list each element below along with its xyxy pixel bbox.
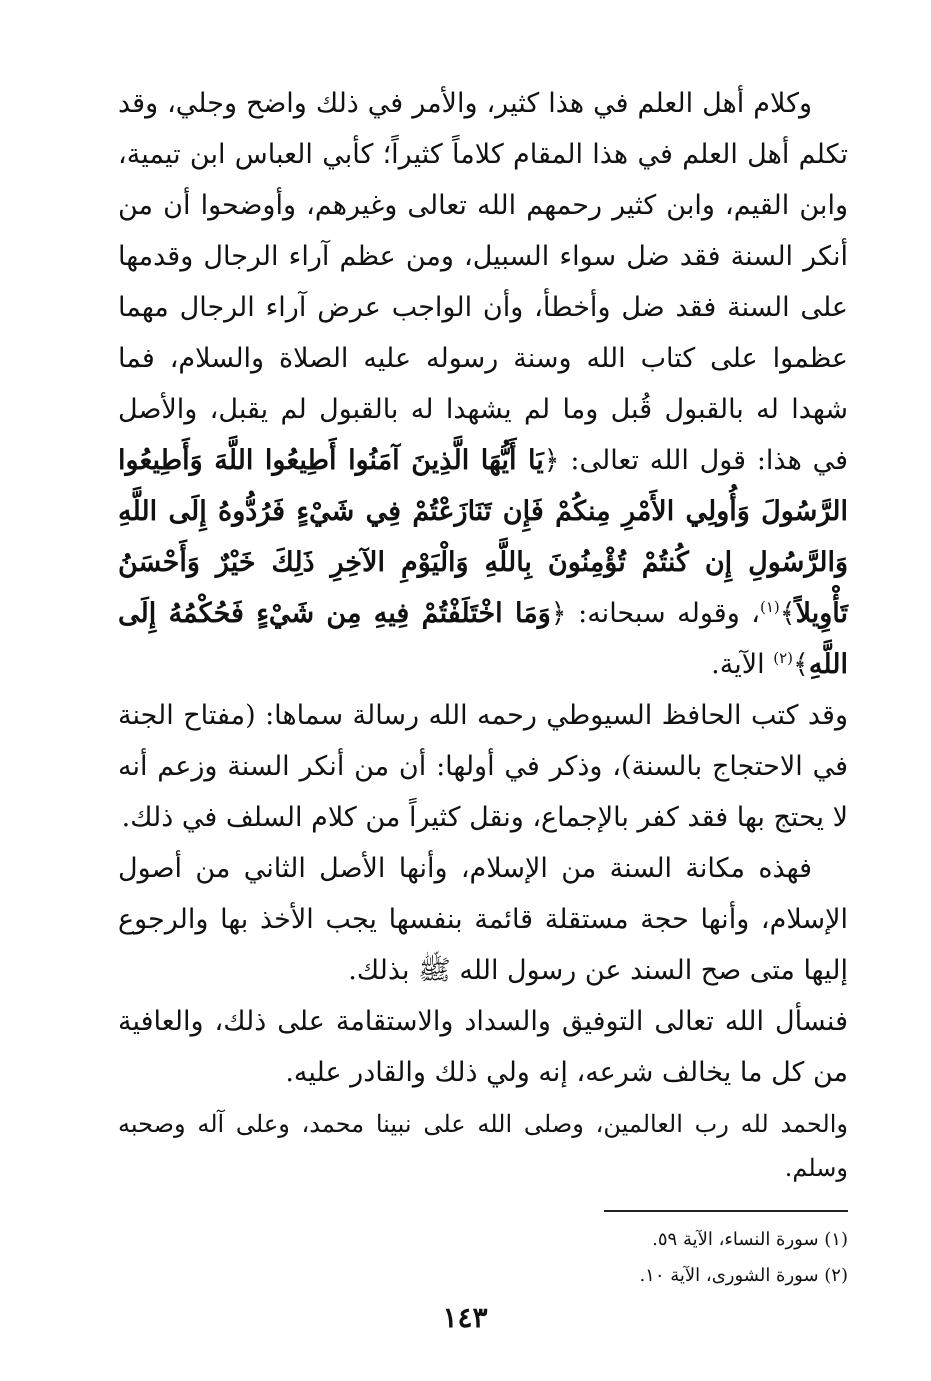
paragraph-text: وكلام أهل العلم في هذا كثير، والأمر في ذلك واضح وجلي، وقد تكلم أهل العلم في هذا المقام كلاماً كثيراً؛ كأبي العباس ابن تيمية، وابن القيم، وابن كثير رحمهم الله تعالى وغيرهم، وأوضحوا أن من أنكر السنة فقد ضل سواء السبيل، ومن عظم آراء الرجال وقدمها على السنة فقد ضل وأخطأ، وأن الواجب عرض آراء الرجال مهما عظموا على كتاب الله وسنة رسوله عليه الصلاة والسلام، فما شهدا له بالقبول قُبل وما لم يشهدا له بالقبول لم يقبل، والأصل في هذا: قول الله تعالى: <box>118 88 849 476</box>
footnote-separator <box>604 1210 848 1212</box>
quran-verse-text: يَا أَيُّهَا الَّذِينَ آمَنُوا أَطِيعُوا اللَّهَ وَأَطِيعُوا الرَّسُولَ وَأُولِي الأَمْرِ مِنكُمْ فَإِن تَنَازَعْتُمْ فِي شَيْءٍ فَرُدُّوهُ إِلَى اللَّهِ وَالرَّسُولِ إِن كُنتُمْ تُؤْمِنُونَ بِاللَّهِ وَالْيَوْمِ الآخِرِ ذَلِكَ خَيْرٌ وَأَحْسَنُ تَأْوِيلاً <box>118 445 848 629</box>
paragraph-status-of-sunnah: فهذه مكانة السنة من الإسلام، وأنها الأصل الثاني من أصول الإسلام، وأنها حجة مستقلة قائمة بنفسها يجب الأخذ بها والرجوع إليها متى صح السند عن رسول الله ﷺ بذلك. <box>118 853 848 986</box>
footnotes <box>560 1222 848 1294</box>
quran-ornament-close: ﴾ <box>793 649 809 680</box>
footnote-ref-2: (٢) <box>773 649 794 667</box>
page-number: ١٤٣ <box>442 1301 488 1334</box>
book-page-body <box>118 78 848 1190</box>
quran-ornament-open: ﴿ <box>550 598 567 629</box>
quran-verse-text: وَمَا اخْتَلَفْتُمْ فِيهِ مِن شَيْءٍ فَحُكْمُهُ إِلَى اللَّهِ <box>118 598 848 680</box>
footnote-1: (١) سورة النساء، الآية ٥٩. <box>652 1229 848 1250</box>
paragraph-text: الآية. <box>711 649 774 680</box>
paragraph-closing-praise: والحمد لله رب العالمين، وصلى الله على نبينا محمد، وعلى آله وصحبه وسلم. <box>118 1110 848 1182</box>
paragraph-suyuti: وقد كتب الحافظ السيوطي رحمه الله رسالة سماها: (مفتاح الجنة في الاحتجاج بالسنة)، وذكر في أولها: أن من أنكر السنة وزعم أنه لا يحتج بها فقد كفر بالإجماع، ونقل كثيراً من كلام السلف في ذلك. <box>118 700 848 833</box>
paragraph-text: ، وقوله سبحانه: <box>578 598 760 629</box>
paragraph-scholars-on-sunnah <box>118 78 848 690</box>
paragraph-supplication: فنسأل الله تعالى التوفيق والسداد والاستقامة على ذلك، والعافية من كل ما يخالف شرعه، إنه ولي ذلك والقادر عليه. <box>118 1006 848 1088</box>
quran-ornament-open: ﴿ <box>543 445 560 476</box>
quran-ornament-close: ﴾ <box>779 598 796 629</box>
footnote-2: (٢) سورة الشورى، الآية ١٠. <box>639 1265 848 1286</box>
footnote-ref-1: (١) <box>759 598 780 616</box>
